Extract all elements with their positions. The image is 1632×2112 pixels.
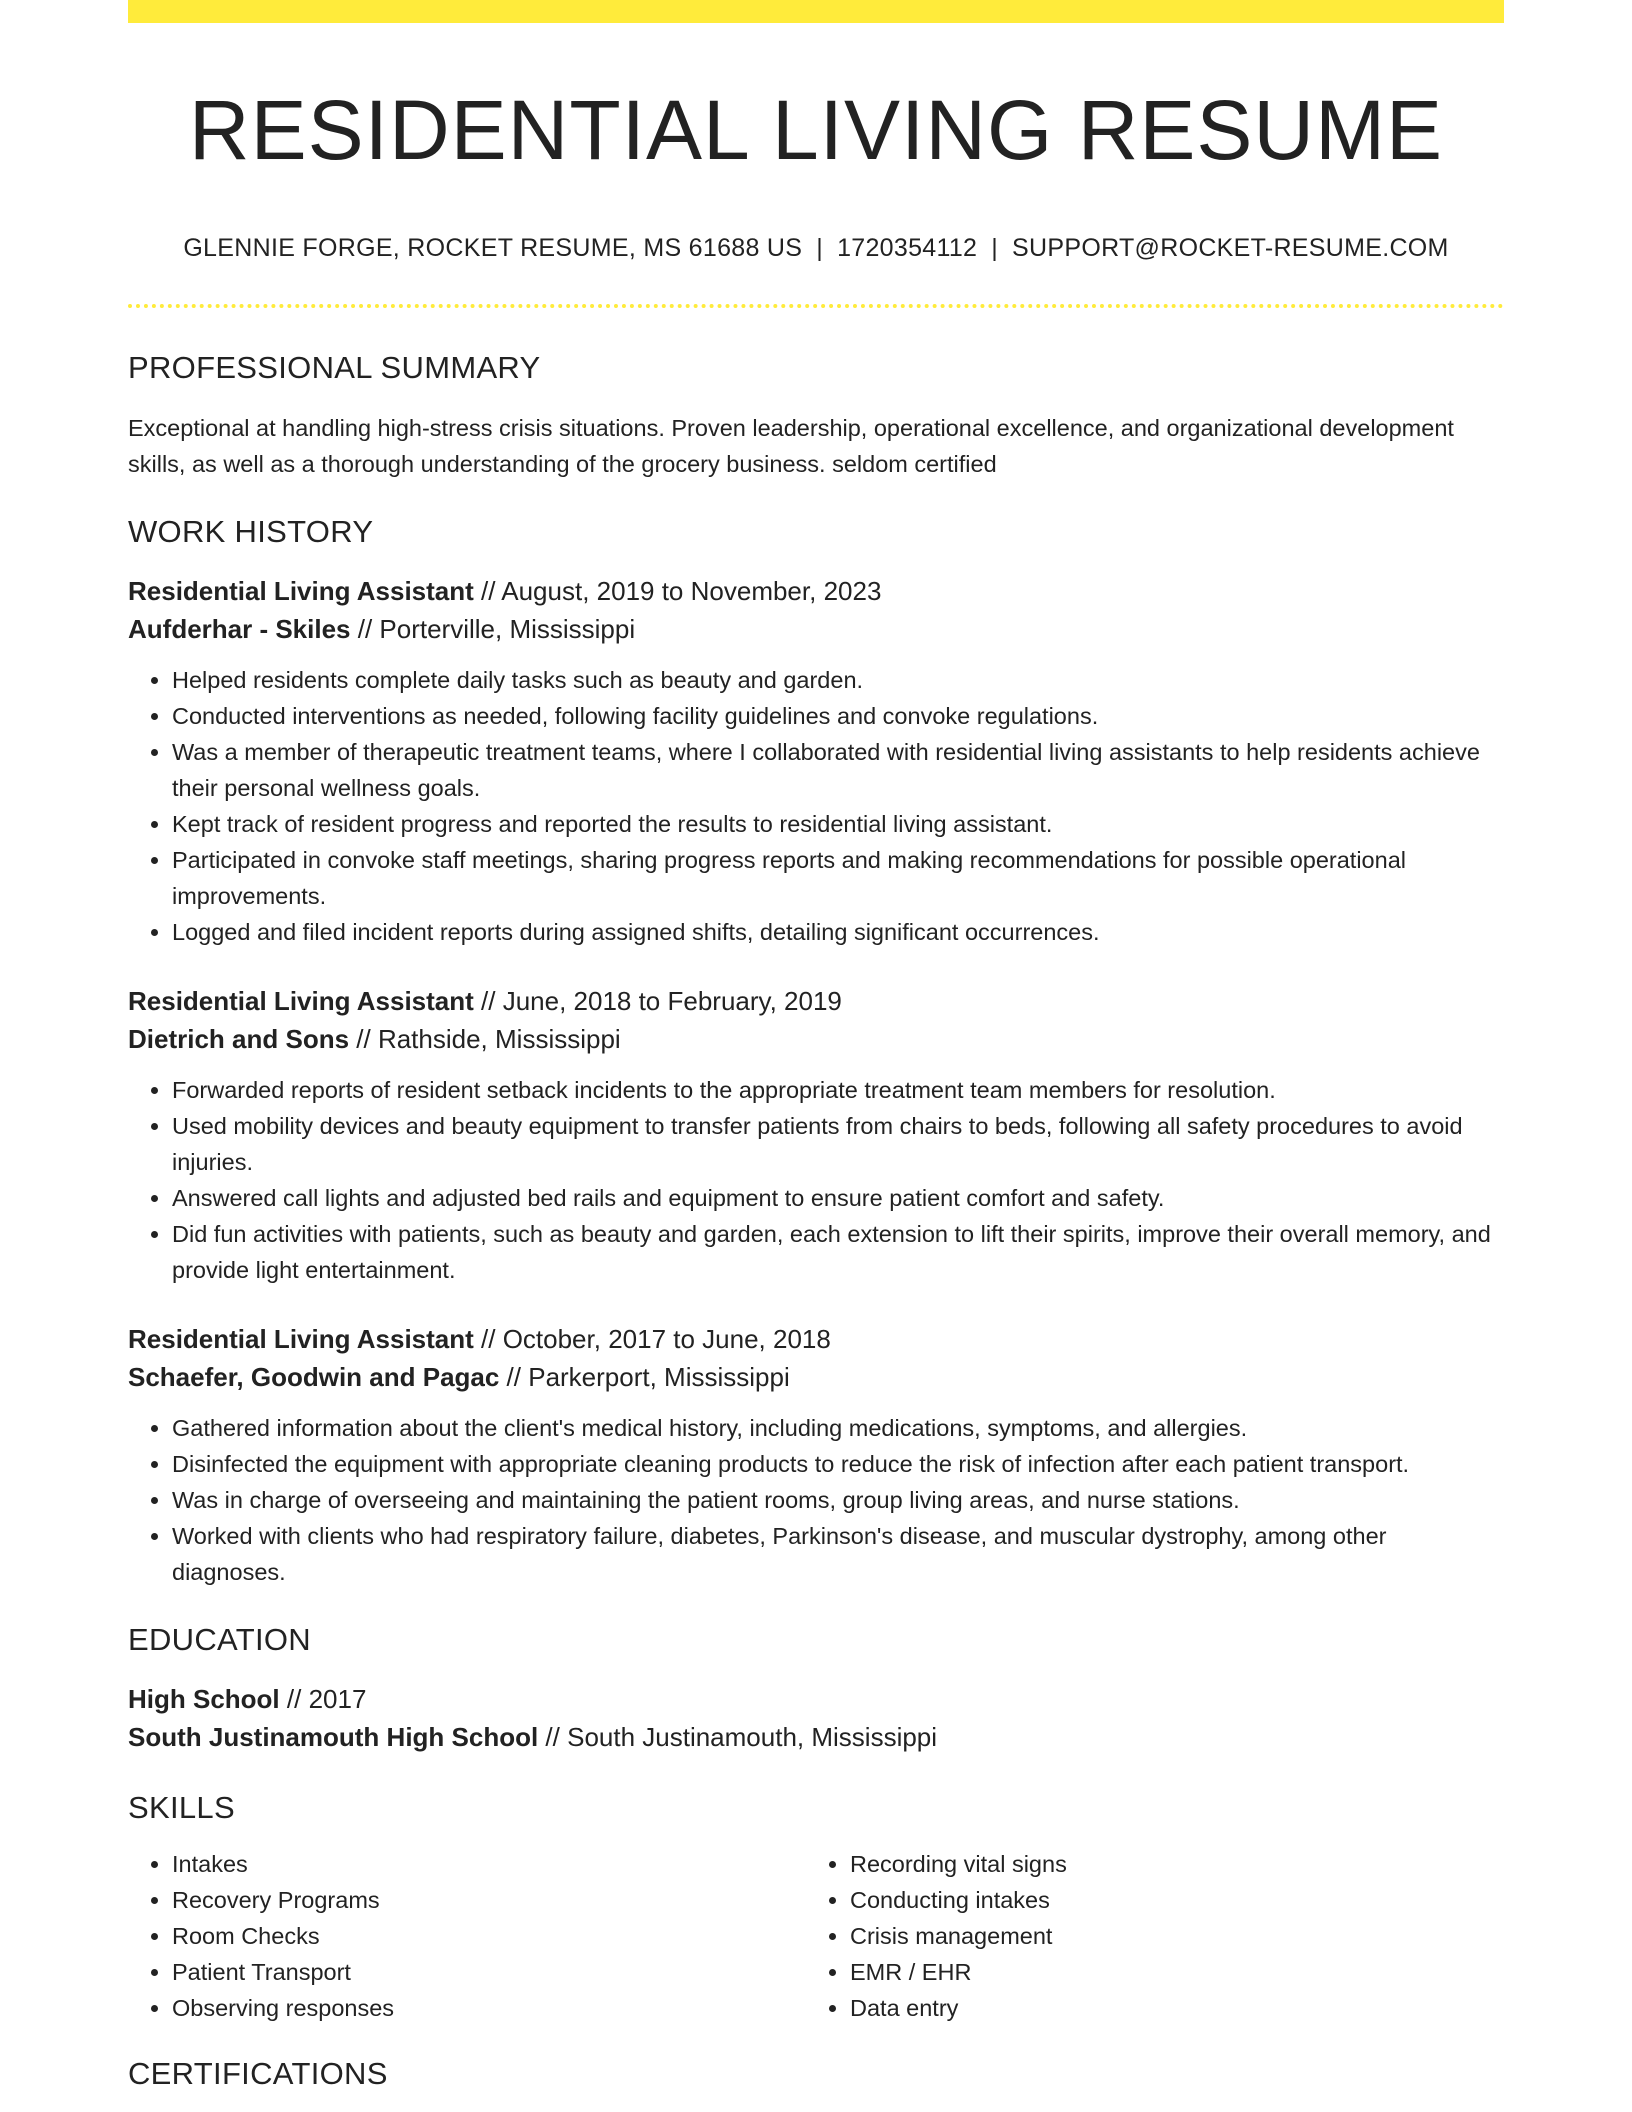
skills-column-left: [128, 1846, 806, 2026]
job-bullet: • Used mobility devices and beauty equipment to transfer patients from chairs to beds, following all safety procedures to avoid injuries.: [172, 1108, 1504, 1180]
job-title-line: [128, 982, 1504, 1020]
job-bullet: • Participated in convoke staff meetings, sharing progress reports and making recommendations for possible operational improvements.: [172, 842, 1504, 914]
job-bullet: • Was in charge of overseeing and maintaining the patient rooms, group living areas, and nurse stations.: [172, 1482, 1504, 1518]
skill-item: • Room Checks: [172, 1918, 806, 1954]
job-entry: [128, 982, 1504, 1288]
job-entry: [128, 572, 1504, 950]
job-company: Schaefer, Goodwin and Pagac: [128, 1362, 500, 1392]
certifications-heading: CERTIFICATIONS: [128, 2056, 388, 2091]
dotted-divider: [128, 304, 1504, 308]
job-bullet: • Worked with clients who had respiratory failure, diabetes, Parkinson's disease, and muscular dystrophy, among other diagnoses.: [172, 1518, 1504, 1590]
skills-list: [128, 1846, 1504, 2026]
job-bullet: • Forwarded reports of resident setback incidents to the appropriate treatment team members for resolution.: [172, 1072, 1504, 1108]
job-bullets: [128, 662, 1504, 950]
skill-item: • EMR / EHR: [850, 1954, 1484, 1990]
job-bullet: • Did fun activities with patients, such as beauty and garden, each extension to lift their spirits, improve their overall memory, and provide light entertainment.: [172, 1216, 1504, 1288]
education-degree: High School: [128, 1684, 280, 1714]
job-bullet: • Answered call lights and adjusted bed rails and equipment to ensure patient comfort and safety.: [172, 1180, 1504, 1216]
job-title: Residential Living Assistant: [128, 576, 474, 606]
job-company: Aufderhar - Skiles: [128, 614, 351, 644]
resume-content: [128, 0, 1504, 2094]
job-dates: // June, 2018 to February, 2019: [473, 986, 842, 1016]
job-location: // Porterville, Mississippi: [350, 614, 636, 644]
skill-item: • Crisis management: [850, 1918, 1484, 1954]
job-dates: // August, 2019 to November, 2023: [473, 576, 882, 606]
contact-separator: |: [991, 234, 999, 262]
job-company-line: [128, 610, 1504, 648]
job-company-line: [128, 1020, 1504, 1058]
job-bullet: • Was a member of therapeutic treatment teams, where I collaborated with residential living assistants to help residents achieve their personal wellness goals.: [172, 734, 1504, 806]
job-title-line: [128, 1320, 1504, 1358]
contact-email: SUPPORT@ROCKET-RESUME.COM: [1012, 234, 1449, 262]
resume-title: RESIDENTIAL LIVING RESUME: [188, 83, 1444, 177]
education-entry: [128, 1680, 1504, 1756]
skill-item: • Recording vital signs: [850, 1846, 1484, 1882]
contact-line: [128, 232, 1504, 264]
skill-item: • Conducting intakes: [850, 1882, 1484, 1918]
job-bullet: • Helped residents complete daily tasks such as beauty and garden.: [172, 662, 1504, 698]
work-history-heading: WORK HISTORY: [128, 514, 374, 549]
job-location: // Parkerport, Mississippi: [499, 1362, 790, 1392]
job-entry: [128, 1320, 1504, 1590]
education-year: // 2017: [279, 1684, 367, 1714]
job-company-line: [128, 1358, 1504, 1396]
skill-item: • Intakes: [172, 1846, 806, 1882]
summary-text: Exceptional at handling high-stress crisis situations. Proven leadership, operational excellence, and organizational development skills, as well as a thorough understanding of the grocery business. seldom certified: [128, 415, 1454, 477]
education-degree-line: [128, 1680, 1504, 1718]
skills-heading: SKILLS: [128, 1790, 235, 1825]
job-title-line: [128, 572, 1504, 610]
skills-column-right: [806, 1846, 1484, 2026]
job-bullet: • Conducted interventions as needed, following facility guidelines and convoke regulations.: [172, 698, 1504, 734]
skill-item: • Recovery Programs: [172, 1882, 806, 1918]
education-heading: EDUCATION: [128, 1622, 311, 1657]
education-location: // South Justinamouth, Mississippi: [538, 1722, 938, 1752]
job-bullet: • Gathered information about the client's medical history, including medications, symptoms, and allergies.: [172, 1410, 1504, 1446]
contact-address: GLENNIE FORGE, ROCKET RESUME, MS 61688 US: [183, 234, 803, 262]
skill-item: • Data entry: [850, 1990, 1484, 2026]
job-company: Dietrich and Sons: [128, 1024, 350, 1054]
contact-separator: |: [816, 234, 824, 262]
job-title: Residential Living Assistant: [128, 1324, 474, 1354]
skill-item: • Observing responses: [172, 1990, 806, 2026]
skill-item: • Patient Transport: [172, 1954, 806, 1990]
job-bullets: [128, 1072, 1504, 1288]
job-title: Residential Living Assistant: [128, 986, 474, 1016]
job-bullet: • Disinfected the equipment with appropriate cleaning products to reduce the risk of infection after each patient transport.: [172, 1446, 1504, 1482]
education-school-line: [128, 1718, 1504, 1756]
job-dates: // October, 2017 to June, 2018: [473, 1324, 831, 1354]
job-bullet: • Logged and filed incident reports during assigned shifts, detailing significant occurrences.: [172, 914, 1504, 950]
contact-phone: 1720354112: [837, 234, 978, 262]
education-school: South Justinamouth High School: [128, 1722, 539, 1752]
job-bullet: • Kept track of resident progress and reported the results to residential living assistant.: [172, 806, 1504, 842]
job-location: // Rathside, Mississippi: [349, 1024, 621, 1054]
summary-heading: PROFESSIONAL SUMMARY: [128, 350, 541, 385]
job-bullets: [128, 1410, 1504, 1590]
